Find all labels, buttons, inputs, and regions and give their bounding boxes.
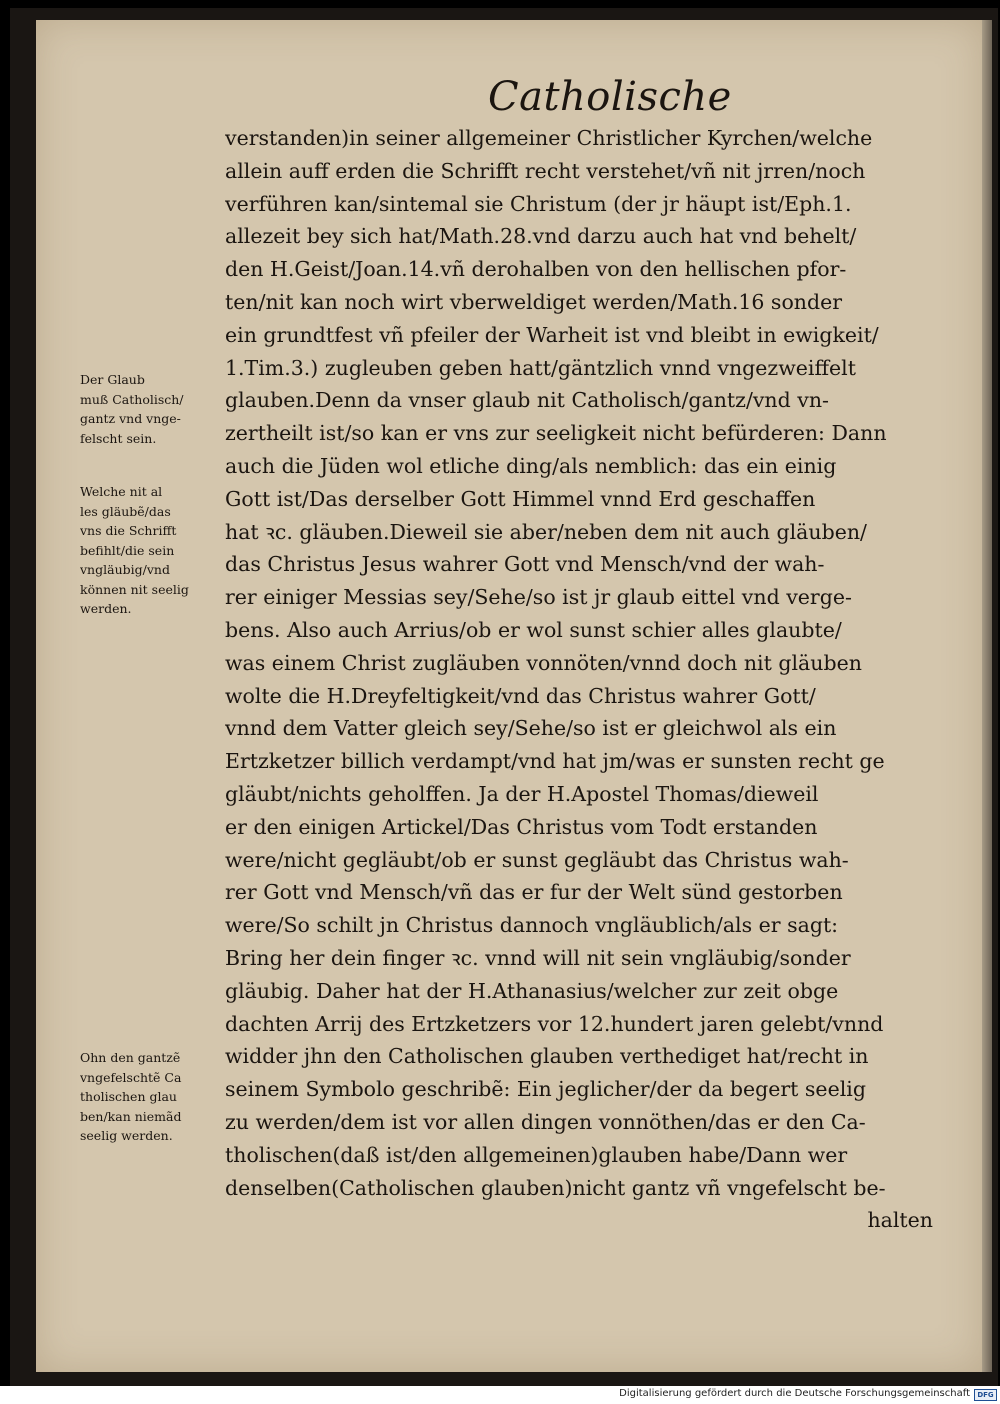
footer-credit: Digitalisierung gefördert durch die Deutsche Forschungsgemeinschaft: [619, 1388, 970, 1399]
text-line: rer Gott vnd Mensch/vñ das er fur der Welt sünd gestorben: [225, 880, 843, 905]
margin-note-line: vngefelschtẽ Ca: [80, 1069, 182, 1085]
margin-note-line: gantz vnd vnge-: [80, 411, 181, 426]
margin-note-line: Der Glaub: [80, 372, 145, 387]
running-head: Catholische: [488, 74, 732, 120]
margin-note-line: werden.: [80, 601, 132, 616]
text-line: wolte die H.Dreyfeltigkeit/vnd das Christus wahrer Gott/: [225, 683, 816, 708]
margin-note-line: muß Catholisch/: [80, 391, 184, 407]
text-line: denselben(Catholischen glauben)nicht gantz vñ vngefelscht be-: [225, 1175, 886, 1200]
text-line: vnnd dem Vatter gleich sey/Sehe/so ist er gleichwol als ein: [225, 716, 837, 741]
margin-note-line: befihlt/die sein: [80, 542, 175, 558]
text-line: were/nicht gegläubt/ob er sunst gegläubt das Christus wah-: [225, 847, 849, 872]
margin-note-line: seelig werden.: [80, 1128, 173, 1143]
margin-note-line: tholischen glau: [80, 1089, 177, 1104]
margin-note-2: [80, 482, 230, 619]
text-line: hat ꝛc. gläuben.Dieweil sie aber/neben dem nit auch gläuben/: [225, 519, 867, 544]
text-line: den H.Geist/Joan.14.vñ derohalben von den hellischen pfor-: [225, 257, 847, 282]
text-line: glauben.Denn da vnser glaub nit Catholisch/gantz/vnd vn-: [225, 388, 829, 413]
text-line: gläubig. Daher hat der H.Athanasius/welcher zur zeit obge: [225, 978, 839, 1003]
footer-bar: [0, 1386, 1000, 1404]
text-line: verführen kan/sintemal sie Christum (der jr häupt ist/Eph.1.: [225, 191, 852, 216]
margin-note-line: vngläubig/vnd: [80, 562, 170, 577]
margin-note-3: [80, 1048, 230, 1146]
text-line: bens. Also auch Arrius/ob er wol sunst schier alles glaubte/: [225, 617, 842, 642]
text-line: allein auff erden die Schrifft recht verstehet/vñ nit jrren/noch: [225, 158, 866, 183]
text-line: zu werden/dem ist vor allen dingen vonnöthen/das er den Ca-: [225, 1109, 866, 1134]
text-line: ten/nit kan noch wirt vberweldiget werden/Math.16 sonder: [225, 289, 843, 314]
text-line: were/So schilt jn Christus dannoch vngläublich/als er sagt:: [225, 913, 839, 938]
text-line: Bring her dein finger ꝛc. vnnd will nit sein vngläubig/sonder: [225, 945, 851, 970]
text-line: verstanden)in seiner allgemeiner Christlicher Kyrchen/welche: [225, 126, 873, 150]
margin-note-line: les gläubẽ/das: [80, 503, 171, 519]
text-line: widder jhn den Catholischen glauben verthediget hat/recht in: [225, 1044, 869, 1069]
text-line: rer einiger Messias sey/Sehe/so ist jr glaub eittel vnd verge-: [225, 585, 852, 610]
page-edge: [982, 20, 992, 1372]
text-line: Gott ist/Das derselber Gott Himmel vnnd Erd geschaffen: [225, 486, 816, 511]
text-line: dachten Arrij des Ertzketzers vor 12.hundert jaren gelebt/vnnd: [225, 1011, 884, 1036]
margin-note-line: Ohn den gantzẽ: [80, 1050, 181, 1065]
text-line: das Christus Jesus wahrer Gott vnd Mensch/vnd der wah-: [225, 552, 825, 577]
text-line: er den einigen Artickel/Das Christus vom Todt erstanden: [225, 814, 818, 839]
text-line: Ertzketzer billich verdampt/vnd hat jm/was er sunsten recht ge: [225, 749, 885, 774]
text-line: halten: [867, 1208, 933, 1233]
text-line: tholischen(daß ist/den allgemeinen)glauben habe/Dann wer: [225, 1142, 848, 1167]
text-line: ein grundtfest vñ pfeiler der Warheit ist vnd bleibt in ewigkeit/: [225, 322, 879, 347]
text-line: zertheilt ist/so kan er vns zur seeligkeit nicht befürderen: Dann: [225, 421, 887, 446]
margin-note-line: können nit seelig: [80, 581, 189, 597]
margin-note-line: Welche nit al: [80, 484, 163, 499]
margin-note-line: vns die Schrifft: [80, 523, 177, 538]
text-line: seinem Symbolo geschribẽ: Ein jeglicher/der da begert seelig: [225, 1077, 866, 1102]
text-line: auch die Jüden wol etliche ding/als nemblich: das ein einig: [225, 453, 837, 478]
text-line: allezeit bey sich hat/Math.28.vnd darzu auch hat vnd behelt/: [225, 224, 857, 249]
dfg-logo-icon: DFG: [974, 1389, 997, 1401]
margin-note-line: ben/kan niemãd: [80, 1108, 182, 1124]
margin-note-1: [80, 370, 230, 448]
text-line: 1.Tim.3.) zugleuben geben hatt/gäntzlich vnnd vngezweiffelt: [225, 355, 856, 380]
text-line: was einem Christ zugläuben vonnöten/vnnd doch nit gläuben: [225, 650, 862, 675]
main-text-block: [225, 122, 945, 1237]
margin-note-line: felscht sein.: [80, 430, 157, 446]
text-line: gläubt/nichts geholffen. Ja der H.Apostel Thomas/dieweil: [225, 781, 819, 806]
